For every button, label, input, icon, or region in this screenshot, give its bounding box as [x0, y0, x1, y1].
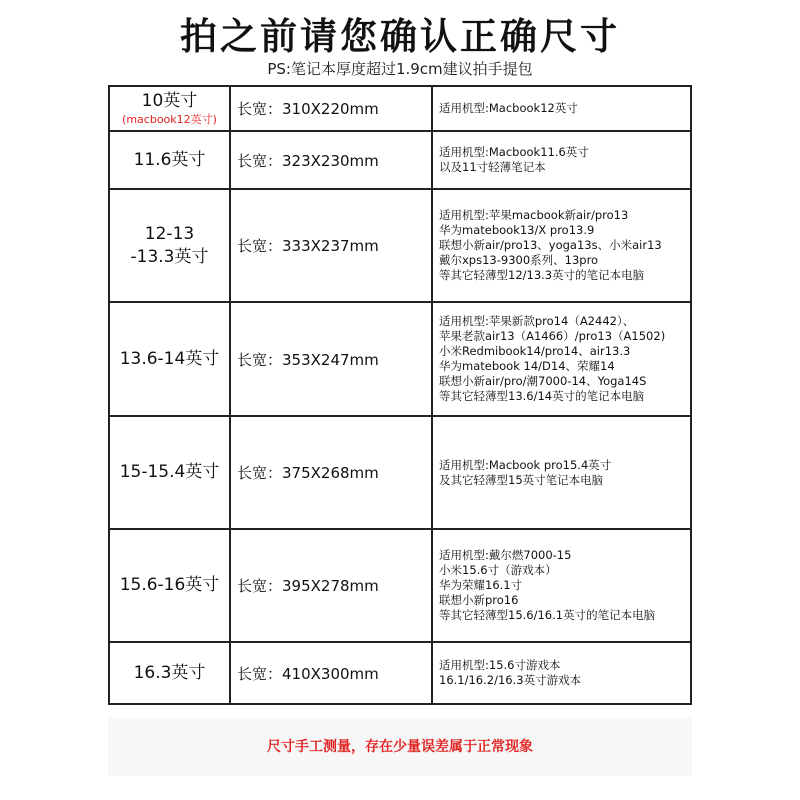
size-note: (macbook12英寸) [122, 113, 217, 126]
compatible-model-line: 华为matebook13/X pro13.9 [439, 223, 595, 237]
compatible-model-line: 适用机型:苹果macbook新air/pro13 [439, 208, 629, 222]
dimensions-cell: 长宽：353X247mm [230, 302, 432, 416]
dimensions-cell: 长宽：310X220mm [230, 86, 432, 131]
compatible-model-line: 适用机型:苹果新款pro14（A2442）、 [439, 314, 635, 328]
size-table-body [109, 86, 691, 704]
size-row [109, 131, 691, 189]
compatible-model-line: 适用机型:Macbook11.6英寸 [439, 145, 589, 159]
laptop-size-cell [109, 416, 230, 529]
size-row [109, 86, 691, 131]
compatible-model-line: 适用机型:Macbook12英寸 [439, 101, 578, 115]
compatible-model-line: 苹果老款air13（A1466）/pro13（A1502) [439, 329, 666, 343]
size-row [109, 416, 691, 529]
compatible-model-line: 华为荣耀16.1寸 [439, 578, 523, 592]
size-row [109, 189, 691, 302]
compatible-models-cell [432, 416, 691, 529]
laptop-size-cell [109, 642, 230, 704]
laptop-size-cell [109, 529, 230, 642]
dimensions-cell: 长宽：395X278mm [230, 529, 432, 642]
size-row [109, 642, 691, 704]
dimensions-cell: 长宽：323X230mm [230, 131, 432, 189]
footer-note: 尺寸手工测量，存在少量误差属于正常现象 [108, 718, 692, 776]
compatible-model-line: 等其它轻薄型13.6/14英寸的笔记本电脑 [439, 389, 645, 403]
laptop-size-label: 13.6-14英寸 [119, 348, 220, 369]
compatible-model-line: 等其它轻薄型15.6/16.1英寸的笔记本电脑 [439, 608, 656, 622]
compatible-models-cell [432, 131, 691, 189]
dimensions-cell: 长宽：410X300mm [230, 642, 432, 704]
compatible-model-line: 华为matebook 14/D14、荣耀14 [439, 359, 615, 373]
laptop-size-label: 10英寸 [141, 91, 198, 111]
compatible-model-line: 适用机型:Macbook pro15.4英寸 [439, 457, 612, 472]
laptop-size-cell [109, 131, 230, 189]
page-title: 拍之前请您确认正确尺寸 [180, 15, 620, 58]
compatible-model-line: 以及11寸轻薄笔记本 [439, 160, 546, 174]
page-subtitle: PS:笔记本厚度超过1.9cm建议拍手提包 [267, 60, 533, 78]
compatible-model-line: 小米Redmibook14/pro14、air13.3 [439, 344, 631, 358]
compatible-model-line: 适用机型:戴尔燃7000-15 [439, 548, 572, 562]
compatible-models-cell [432, 86, 691, 131]
size-table [108, 85, 692, 705]
laptop-size-cell [109, 86, 230, 131]
compatible-models-cell [432, 529, 691, 642]
laptop-size-cell [109, 189, 230, 302]
laptop-size-label: 15-15.4英寸 [119, 462, 220, 482]
laptop-size-label: 15.6-16英寸 [119, 575, 220, 595]
laptop-size-label: 11.6英寸 [133, 149, 206, 170]
size-row [109, 529, 691, 642]
compatible-model-line: 及其它轻薄型15英寸笔记本电脑 [439, 472, 604, 487]
compatible-models-cell [432, 642, 691, 704]
compatible-model-line: 小米15.6寸（游戏本） [439, 563, 557, 577]
compatible-model-line: 适用机型:15.6寸游戏本 [439, 658, 561, 672]
dimensions-cell: 长宽：333X237mm [230, 189, 432, 302]
dimensions-cell: 长宽：375X268mm [230, 416, 432, 529]
laptop-size-label: 12-13 [144, 223, 195, 244]
compatible-model-line: 联想小新pro16 [439, 593, 519, 607]
laptop-size-label: 16.3英寸 [133, 662, 206, 683]
compatible-model-line: 16.1/16.2/16.3英寸游戏本 [439, 673, 582, 687]
compatible-model-line: 戴尔xps13-9300系列、13pro [439, 253, 599, 267]
compatible-model-line: 联想小新air/pro/潮7000-14、Yoga14S [439, 374, 647, 388]
compatible-model-line: 等其它轻薄型12/13.3英寸的笔记本电脑 [439, 268, 645, 282]
compatible-models-cell [432, 189, 691, 302]
compatible-models-cell [432, 302, 691, 416]
laptop-size-label: -13.3英寸 [130, 246, 209, 267]
size-row [109, 302, 691, 416]
compatible-model-line: 联想小新air/pro13、yoga13s、小米air13 [439, 238, 662, 252]
laptop-size-cell [109, 302, 230, 416]
